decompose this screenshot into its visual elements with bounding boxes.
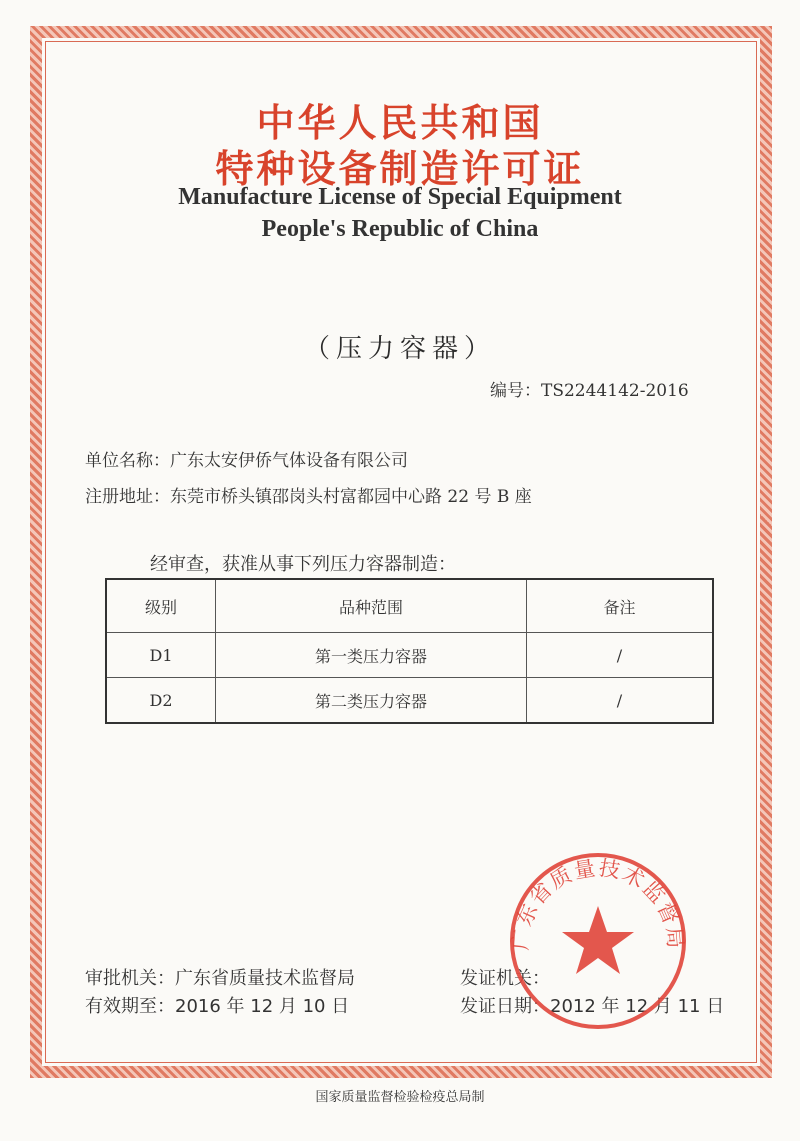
official-seal	[505, 848, 691, 1034]
row1-remarks: /	[527, 633, 714, 678]
row1-level: D1	[106, 633, 216, 678]
address-label: 注册地址：	[85, 487, 170, 507]
row1-scope: 第一类压力容器	[216, 633, 527, 678]
star-icon	[562, 906, 634, 974]
title-cn-line2: 特种设备制造许可证	[215, 147, 585, 191]
table-header-row	[106, 579, 713, 633]
issuing-authority: 发证机关：	[460, 968, 550, 989]
header-level: 级别	[106, 579, 216, 633]
approval-authority: 审批机关：广东省质量技术监督局	[85, 968, 355, 989]
title-en-line2: People's Republic of China	[261, 216, 539, 242]
table-row	[106, 633, 713, 678]
address-row	[85, 482, 532, 507]
row2-level: D2	[106, 678, 216, 724]
unit-name-label: 单位名称：	[85, 451, 170, 471]
header-remarks: 备注	[527, 579, 714, 633]
bottom-note: 国家质量监督检验检疫总局制	[315, 1090, 485, 1105]
address-value: 东莞市桥头镇邵岗头村富都园中心路 22 号 B 座	[170, 487, 532, 507]
equipment-category: （压力容器）	[303, 334, 496, 364]
table-row	[106, 678, 713, 724]
certificate-number: 编号：TS2244142-2016	[490, 381, 689, 401]
scope-intro: 经审查，获准从事下列压力容器制造：	[150, 554, 456, 575]
header-scope: 品种范围	[216, 579, 527, 633]
seal-text: 广东省质量技术监督局	[508, 855, 688, 952]
unit-name-row	[85, 446, 408, 471]
scope-table	[105, 578, 714, 724]
issue-date: 发证日期：2012 年 12 月 11 日	[460, 996, 725, 1017]
title-en-line1: Manufacture License of Special Equipment	[178, 184, 622, 210]
unit-name-value: 广东太安伊侨气体设备有限公司	[170, 451, 408, 471]
valid-until: 有效期至：2016 年 12 月 10 日	[85, 996, 350, 1017]
row2-remarks: /	[527, 678, 714, 724]
row2-scope: 第二类压力容器	[216, 678, 527, 724]
title-cn-line1: 中华人民共和国	[256, 101, 544, 145]
